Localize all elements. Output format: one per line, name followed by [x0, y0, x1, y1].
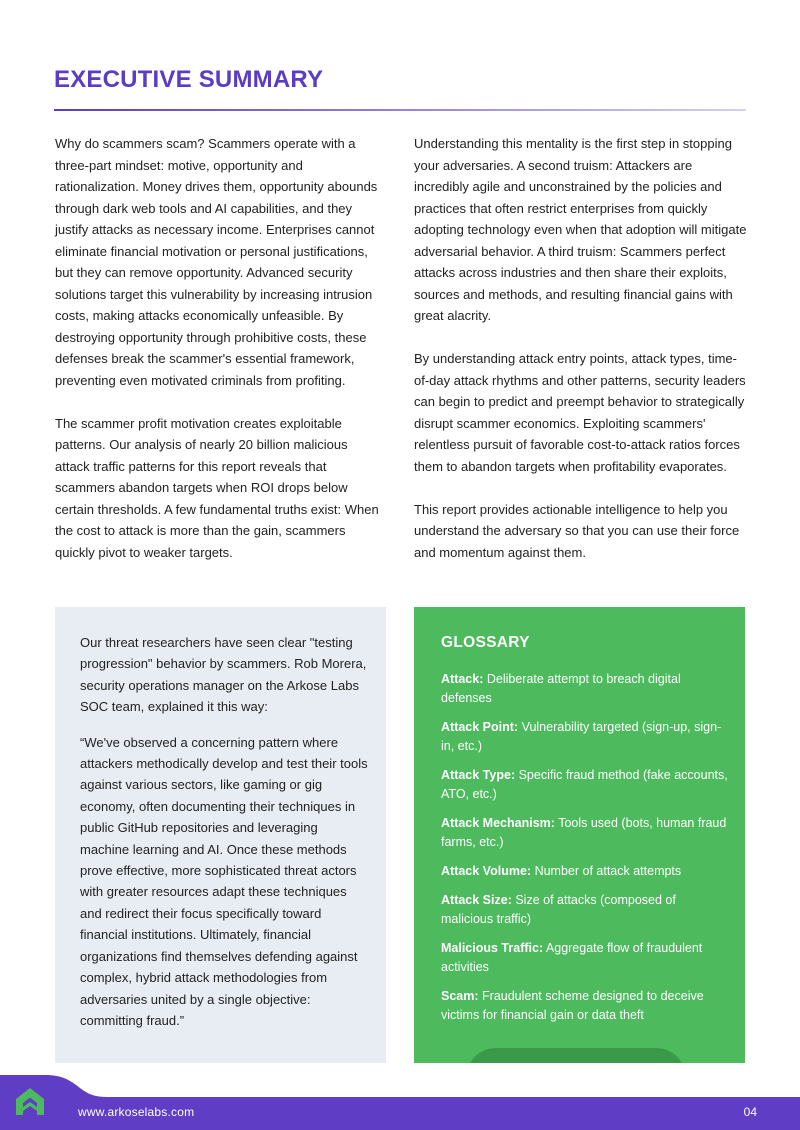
- glossary-definition: Deliberate attempt to breach digital defenses: [441, 672, 681, 705]
- glossary-item: [441, 670, 731, 708]
- glossary-list: [441, 670, 731, 1035]
- glossary-definition: Tools used (bots, human fraud farms, etc.): [441, 816, 727, 849]
- title-divider: [54, 109, 746, 111]
- glossary-item: [441, 987, 731, 1025]
- right-text-column: [414, 133, 748, 585]
- page-number: 04: [743, 1105, 757, 1119]
- glossary-term: Malicious Traffic:: [441, 941, 544, 955]
- quote-text: “We've observed a concerning pattern where attackers methodically develop and test their tools against various sectors, like gaming or gig economy, often documenting their techniques in public GitHub repositories and leveraging machine learning and AI. Once these methods prove effective, more sophisticated threat actors with greater resources adapt these techniques and redirect their focus specifically toward financial institutions. Ultimately, financial organizations find themselves defending against complex, hybrid attack methodologies from adversaries united by a single objective: committing fraud.”: [80, 734, 368, 1028]
- glossary-term: Attack Size:: [441, 893, 512, 907]
- glossary-item: [441, 891, 731, 929]
- glossary-term: Attack Volume:: [441, 864, 532, 878]
- glossary-item: [441, 939, 731, 977]
- glossary-definition: Specific fraud method (fake accounts, ATO, etc.): [441, 768, 728, 801]
- page-title: EXECUTIVE SUMMARY: [54, 66, 324, 93]
- arkose-logo-icon: [13, 1085, 47, 1119]
- glossary-definition: Aggregate flow of fraudulent activities: [441, 941, 703, 974]
- glossary-title: GLOSSARY: [441, 634, 530, 651]
- footer-url-link[interactable]: www.arkoselabs.com: [78, 1105, 195, 1119]
- glossary-term: Attack:: [441, 672, 484, 686]
- body-paragraph: The scammer profit motivation creates exploitable patterns. Our analysis of nearly 20 billion malicious attack traffic patterns for this report reveals that scammers abandon targets when ROI drops below certain thresholds. A few fundamental truths exist: When the cost to attack is more than the gain, scammers quickly pivot to weaker targets.: [55, 415, 379, 560]
- glossary-item: [441, 814, 731, 852]
- body-paragraph: This report provides actionable intelligence to help you understand the adversary so that you can use their force and momentum against them.: [414, 501, 740, 560]
- glossary-box: [414, 607, 745, 1063]
- body-paragraph: By understanding attack entry points, attack types, time-of-day attack rhythms and other patterns, security leaders can begin to predict and preempt behavior to strategically disrupt scammer economics. Exploiting scammers' relentless pursuit of favorable cost-to-attack ratios forces them to abandon targets when profitability evaporates.: [414, 351, 746, 474]
- glossary-definition: Vulnerability targeted (sign-up, sign-in, etc.): [441, 720, 722, 753]
- glossary-item: [441, 718, 731, 756]
- glossary-term: Attack Type:: [441, 768, 516, 782]
- body-paragraph: Why do scammers scam? Scammers operate with a three-part mindset: motive, opportunity and rationalization. Money drives them, opportunity abounds through dark web tools and AI capabilities, and they justify attacks as necessary income. Enterprises cannot eliminate financial motivation or personal justifications, but they can remove opportunity. Advanced security solutions target this vulnerability by increasing intrusion costs, making attacks economically unfeasible. By destroying opportunity through prohibitive costs, these defenses break the scammer's essential framework, preventing even motivated criminals from profiting.: [55, 136, 378, 388]
- quote-callout-box: [55, 607, 386, 1063]
- glossary-term: Scam:: [441, 989, 479, 1003]
- body-paragraph: Understanding this mentality is the first step in stopping your adversaries. A second truism: Attackers are incredibly agile and unconstrained by the policies and practices that often restrict enterprises from quickly adopting technology even when that adoption will mitigate adversarial behavior. A third truism: Scammers perfect attacks across industries and then share their exploits, sources and methods, and resulting financial gains with great alacrity.: [414, 136, 747, 323]
- glossary-term: Attack Mechanism:: [441, 816, 555, 830]
- glossary-definition: Fraudulent scheme designed to deceive victims for financial gain or data theft: [441, 989, 704, 1022]
- glossary-definition: Size of attacks (composed of malicious traffic): [441, 893, 676, 926]
- glossary-item: [441, 862, 731, 881]
- quote-intro: Our threat researchers have seen clear "testing progression" behavior by scammers. Rob Morera, security operations manager on the Arkose Labs SOC team, explained it this way:: [80, 635, 367, 715]
- glossary-item: [441, 766, 731, 804]
- left-text-column: [55, 133, 379, 585]
- glossary-definition: Number of attack attempts: [534, 864, 682, 878]
- glossary-term: Attack Point:: [441, 720, 519, 734]
